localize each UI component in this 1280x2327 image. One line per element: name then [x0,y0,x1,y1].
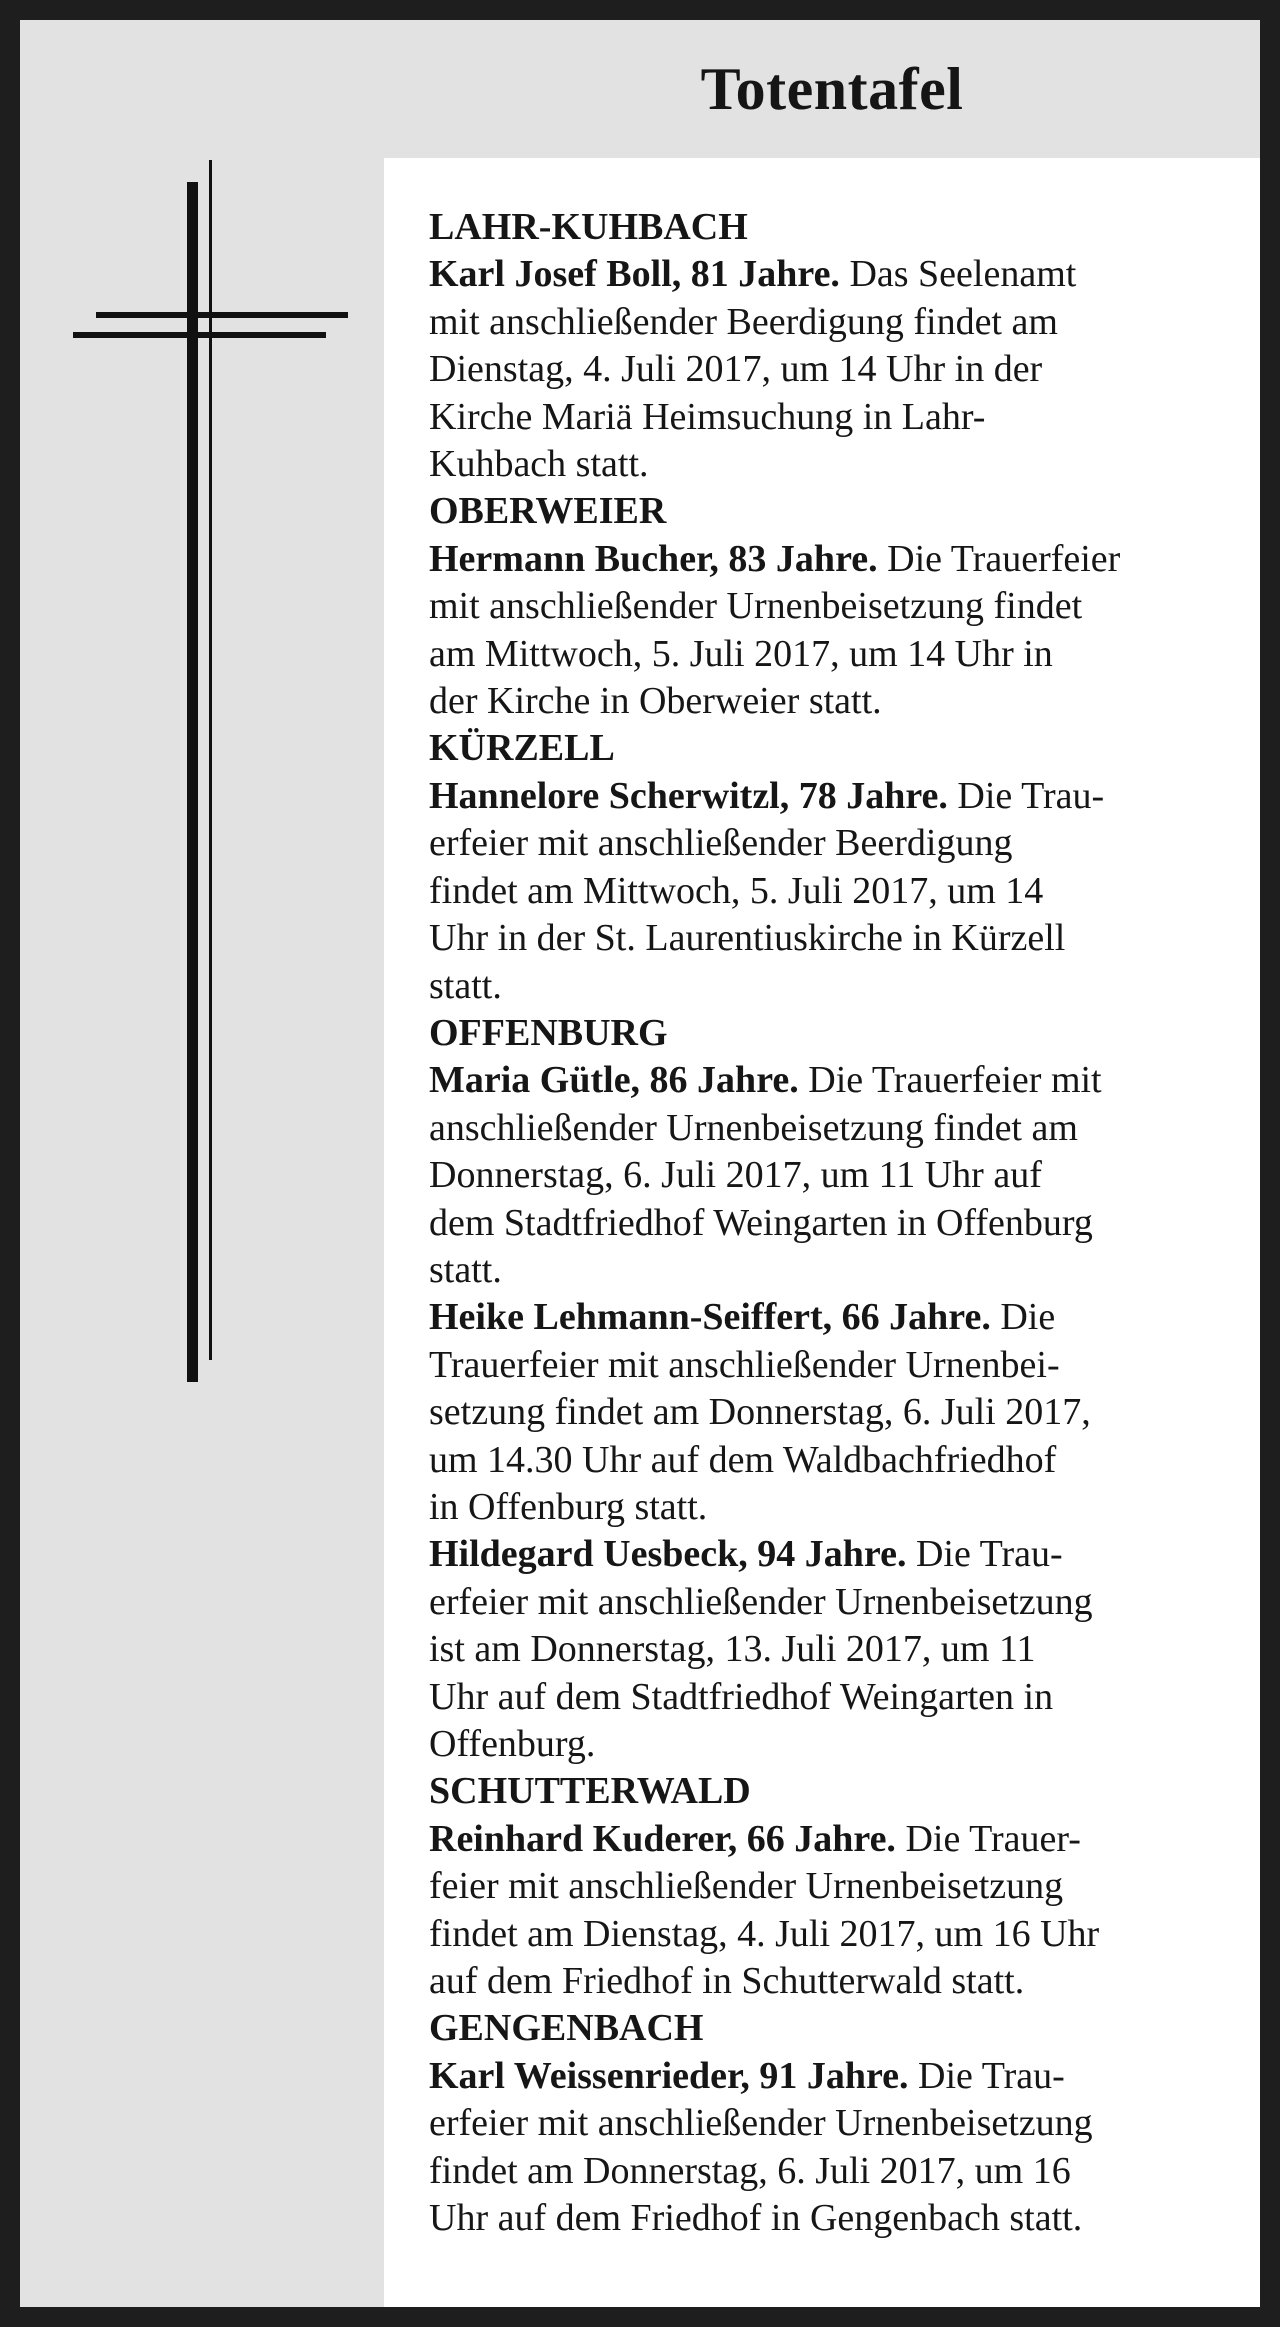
cross-icon [50,160,360,1400]
notice-line [429,1294,1236,1341]
notice-line [429,678,1236,725]
notice-line [429,1247,1236,1294]
notice-line [429,820,1236,867]
notice-text: ist am Donnerstag, 13. Juli 2017, um 11 [429,1628,1036,1671]
notice-line [429,1816,1236,1863]
notice-line [429,1342,1236,1389]
notice-text: Kuhbach statt. [429,443,649,486]
notice-text: Uhr in der St. Laurentiuskirche in Kürzell [429,917,1066,960]
notice-line [429,2100,1236,2147]
notice-text: Kirche Mariä Heimsuchung in Lahr- [429,395,986,438]
notice-line [429,1057,1236,1104]
place-heading: KÜRZELL [429,727,615,770]
notice-line [429,915,1236,962]
notice-entry [429,251,1236,488]
notice-line [429,773,1236,820]
notice-line [429,1200,1236,1247]
notice-line [429,1626,1236,1673]
notice-line [429,1484,1236,1531]
deceased-name: Heike Lehmann-Seiffert, 66 Jahre. [429,1296,991,1339]
notice-text: Offenburg. [429,1723,596,1765]
notice-line [429,441,1236,488]
notice-text: Uhr auf dem Stadtfriedhof Weingarten in [429,1675,1054,1718]
notice-line [429,631,1236,678]
notice-line [429,299,1236,346]
place-heading: OFFENBURG [429,1011,668,1054]
notice-text: Das Seelenamt [849,253,1077,296]
notice-text: Dienstag, 4. Juli 2017, um 14 Uhr in der [429,348,1043,391]
notice-line [429,1958,1236,2005]
place-heading: SCHUTTERWALD [429,1770,751,1813]
notice-text: Die Trau- [957,774,1105,817]
notice-line [429,1389,1236,1436]
notice-text: erfeier mit anschließender Beerdigung [429,822,1013,865]
notice-text: statt. [429,964,502,1007]
notice-text: Trauerfeier mit anschließender Urnenbei- [429,1343,1060,1386]
notice-text: anschließender Urnenbeisetzung findet am [429,1106,1078,1149]
notice-line [429,1531,1236,1578]
notice-line [429,1152,1236,1199]
notice-text: setzung findet am Donnerstag, 6. Juli 2017, [429,1391,1091,1434]
notice-text: auf dem Friedhof in Schutterwald statt. [429,1960,1025,2003]
notice-entry [429,773,1236,1010]
deceased-name: Hermann Bucher, 83 Jahre. [429,537,878,580]
notice-entry [429,1531,1236,1768]
notice-text: erfeier mit anschließender Urnenbeisetzung [429,1580,1093,1623]
notice-text: findet am Donnerstag, 6. Juli 2017, um 16 [429,2149,1071,2192]
notice-text: findet am Dienstag, 4. Juli 2017, um 16 Uhr [429,1912,1100,1955]
notice-text: Die Trauer- [905,1817,1081,1860]
notice-text: Uhr auf dem Friedhof in Gengenbach statt. [429,2197,1083,2240]
notice-entry [429,1816,1236,2006]
notice-line [429,536,1236,583]
notice-entry [429,536,1236,726]
notice-text: der Kirche in Oberweier statt. [429,680,882,723]
notice-text: statt. [429,1248,502,1291]
deceased-name: Karl Weissenrieder, 91 Jahre. [429,2054,909,2097]
notice-line [429,1863,1236,1910]
notice-line [429,1579,1236,1626]
notice-line [429,1674,1236,1721]
notice-text: am Mittwoch, 5. Juli 2017, um 14 Uhr in [429,632,1053,675]
notice-line [429,1721,1236,1768]
notice-text: feier mit anschließender Urnenbeisetzung [429,1865,1064,1908]
notice-section [429,488,1236,725]
page-title: Totentafel [700,55,964,122]
deceased-name: Hannelore Scherwitzl, 78 Jahre. [429,774,948,817]
notice-text: Die Trau- [918,2054,1065,2097]
notice-text: erfeier mit anschließender Urnenbeisetzung [429,2102,1093,2145]
notice-line [429,2195,1236,2242]
place-heading: OBERWEIER [429,490,667,533]
notice-entry [429,1057,1236,1294]
notice-text: mit anschließender Urnenbeisetzung findet [429,585,1083,628]
notice-line [429,2053,1236,2100]
notice-section [429,725,1236,1009]
notice-text: Die Trau- [915,1533,1063,1576]
notice-section [429,2005,1236,2242]
notice-section [429,204,1236,488]
notice-line [429,963,1236,1010]
notice-line [429,583,1236,630]
notice-text: mit anschließender Beerdigung findet am [429,300,1058,343]
notice-text: Die Trauerfeier mit [808,1059,1102,1102]
notice-section [429,1768,1236,2005]
notice-text: dem Stadtfriedhof Weingarten in Offenburg [429,1201,1093,1244]
notice-section [429,1010,1236,1769]
death-notice-board [20,20,1260,2307]
notice-text: um 14.30 Uhr auf dem Waldbachfriedhof [429,1438,1057,1481]
notice-text: Die [1000,1296,1056,1339]
notice-line [429,346,1236,393]
deceased-name: Reinhard Kuderer, 66 Jahre. [429,1817,896,1860]
place-heading: LAHR-KUHBACH [429,206,748,248]
notice-line [429,1911,1236,1958]
notice-entry [429,1294,1236,1531]
notice-text: Donnerstag, 6. Juli 2017, um 11 Uhr auf [429,1154,1042,1197]
notice-line [429,2148,1236,2195]
deceased-name: Karl Josef Boll, 81 Jahre. [429,253,840,296]
notice-line [429,1437,1236,1484]
notice-line [429,394,1236,441]
place-heading: GENGENBACH [429,2007,704,2050]
notice-list [384,158,1260,2307]
deceased-name: Hildegard Uesbeck, 94 Jahre. [429,1533,907,1576]
notice-text: Die Trauerfeier [887,537,1121,580]
notice-entry [429,2053,1236,2243]
deceased-name: Maria Gütle, 86 Jahre. [429,1059,799,1102]
notice-text: findet am Mittwoch, 5. Juli 2017, um 14 [429,869,1044,912]
notice-line [429,251,1236,298]
notice-line [429,1105,1236,1152]
notice-text: in Offenburg statt. [429,1485,708,1528]
notice-line [429,868,1236,915]
